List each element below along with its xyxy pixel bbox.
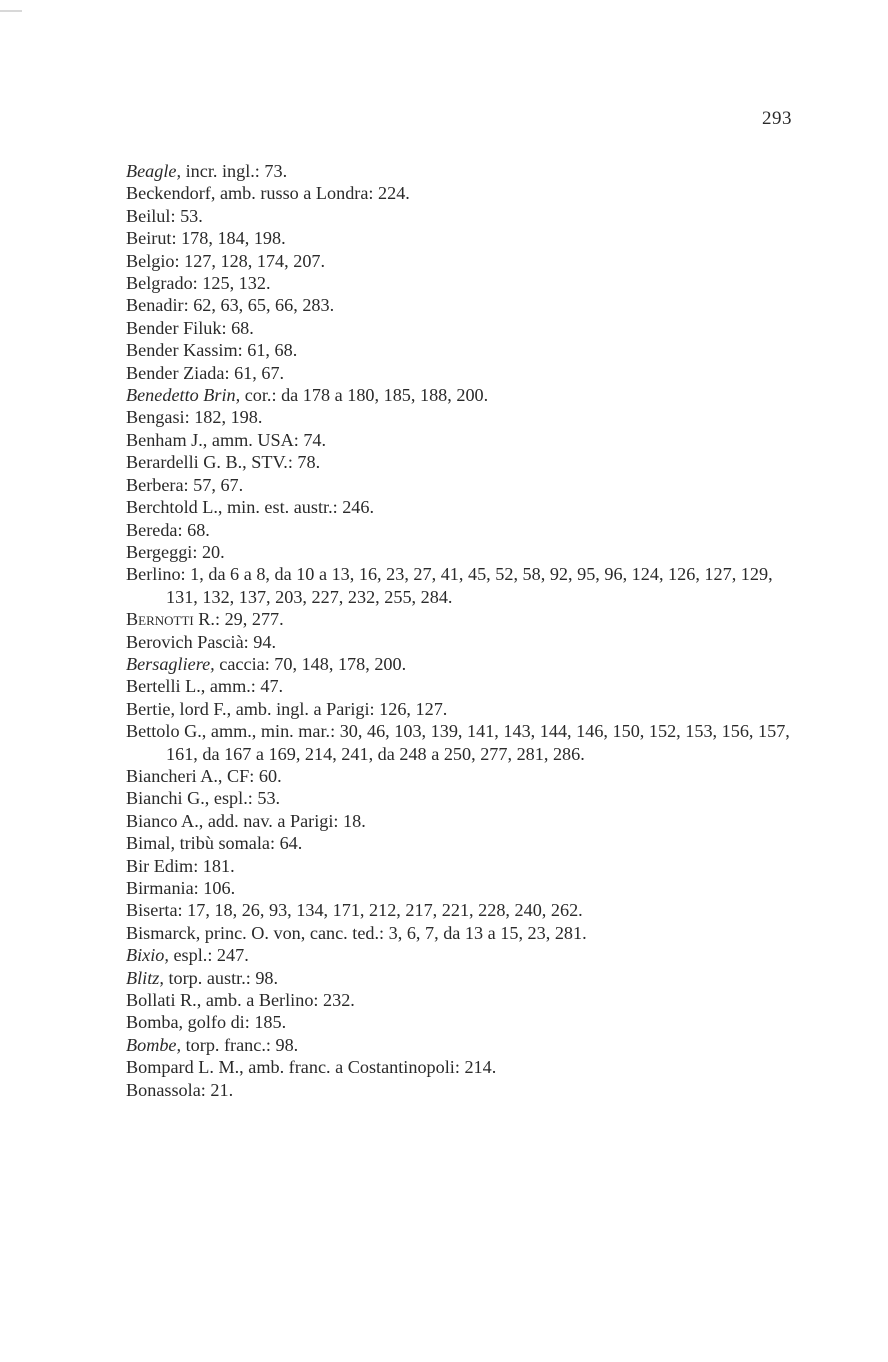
index-entry xyxy=(126,855,806,877)
index-entry xyxy=(126,294,806,316)
index-entry xyxy=(126,944,806,966)
entry-heading: Blitz, xyxy=(126,967,164,988)
entry-heading: Bimal, xyxy=(126,833,176,854)
entry-references: espl.: 53. xyxy=(209,788,281,809)
index-entry xyxy=(126,787,806,809)
index-list xyxy=(126,160,806,1101)
entry-heading: Bixio, xyxy=(126,945,169,966)
index-entry xyxy=(126,1056,806,1078)
entry-references: 1, da 6 a 8, da 10 a 13, 16, 23, 27, 41, 45, 52, 58, 92, 95, 96, 124, 126, 127, 129, 131, 132, 137, 203, 227, 232, 255, 284. xyxy=(166,564,773,607)
index-entry xyxy=(126,182,806,204)
entry-heading: Berbera: xyxy=(126,474,189,495)
entry-references: 29, 277. xyxy=(220,609,284,630)
entry-references: 181. xyxy=(198,855,235,876)
entry-references: 20. xyxy=(197,541,225,562)
entry-references: amm. USA: 74. xyxy=(207,429,327,450)
entry-heading: Bender Ziada: xyxy=(126,362,230,383)
entry-heading: Birmania: xyxy=(126,878,199,898)
entry-references: 61, 67. xyxy=(229,362,285,383)
entry-heading: Bismarck, princ. O. von, xyxy=(126,922,306,943)
entry-references: tribù somala: 64. xyxy=(175,833,303,854)
index-entry xyxy=(126,698,806,720)
entry-heading: Bir Edim: xyxy=(126,855,199,876)
index-entry xyxy=(126,451,806,473)
entry-references: golfo di: 185. xyxy=(183,1012,287,1033)
index-entry xyxy=(126,384,806,406)
entry-references: amb. ingl. a Parigi: 126, 127. xyxy=(231,698,448,719)
index-entry xyxy=(126,810,806,832)
entry-heading: Berovich Pascià: xyxy=(126,631,249,652)
entry-heading: Biserta: xyxy=(126,900,183,921)
entry-references: 68. xyxy=(182,519,210,540)
index-entry xyxy=(126,317,806,339)
entry-references: torp. franc.: 98. xyxy=(181,1034,299,1055)
index-entry xyxy=(126,765,806,787)
entry-heading: Bender Kassim: xyxy=(126,340,243,361)
entry-heading: Bertelli L., xyxy=(126,676,206,697)
entry-references: 68. xyxy=(226,317,254,338)
index-entry xyxy=(126,429,806,451)
entry-references: amb. a Berlino: 232. xyxy=(201,990,355,1011)
entry-references: 178, 184, 198. xyxy=(176,228,286,249)
entry-heading: Bereda: xyxy=(126,519,183,540)
entry-references: 61, 68. xyxy=(242,340,298,361)
entry-references: amm.: 47. xyxy=(205,676,284,697)
entry-references: 106. xyxy=(198,878,236,898)
scan-edge-mark xyxy=(0,10,22,12)
index-entry xyxy=(126,631,806,653)
index-entry xyxy=(126,1034,806,1056)
index-entry xyxy=(126,877,806,899)
entry-heading: Bersagliere, xyxy=(126,653,215,674)
index-entry xyxy=(126,272,806,294)
index-entry xyxy=(126,967,806,989)
index-entry xyxy=(126,474,806,496)
entry-heading: Biancheri A., xyxy=(126,765,223,786)
index-entry xyxy=(126,339,806,361)
index-entry xyxy=(126,563,806,608)
index-entry xyxy=(126,227,806,249)
entry-references: amb. russo a Londra: 224. xyxy=(215,183,410,204)
index-entry xyxy=(126,496,806,518)
entry-heading: Berardelli G. B., xyxy=(126,452,247,473)
index-entry xyxy=(126,922,806,944)
entry-heading: Bergeggi: xyxy=(126,541,198,562)
index-entry xyxy=(126,608,806,630)
entry-references: 21. xyxy=(205,1079,234,1100)
entry-heading: Beilul: xyxy=(126,205,176,226)
index-entry xyxy=(126,675,806,697)
entry-heading: Benedetto Brin, xyxy=(126,385,241,406)
entry-references: add. nav. a Parigi: 18. xyxy=(203,810,366,831)
entry-references: CF: 60. xyxy=(222,765,282,786)
entry-references: amb. franc. a Costantinopoli: 214. xyxy=(243,1057,497,1078)
entry-heading: Benham J., xyxy=(126,429,208,450)
entry-heading: Belgio: xyxy=(126,250,180,271)
entry-references: 125, 132. xyxy=(197,273,271,294)
entry-heading: Berchtold L., xyxy=(126,497,223,518)
index-entry xyxy=(126,989,806,1011)
entry-references: 94. xyxy=(248,631,277,652)
entry-references: espl.: 247. xyxy=(168,945,249,966)
entry-heading: Berlino: xyxy=(126,564,186,585)
entry-heading: Bender Filuk: xyxy=(126,317,227,338)
entry-heading: Bianchi G., xyxy=(126,788,210,809)
entry-heading: Beirut: xyxy=(126,228,177,249)
entry-heading: Bombe, xyxy=(126,1034,182,1055)
index-entry xyxy=(126,720,806,765)
entry-references: incr. ingl.: 73. xyxy=(181,161,288,181)
entry-heading: Belgrado: xyxy=(126,273,198,294)
entry-references: 182, 198. xyxy=(189,407,263,428)
entry-heading: Bianco A., xyxy=(126,810,204,831)
entry-references: STV.: 78. xyxy=(246,452,321,473)
entry-heading: Bompard L. M., xyxy=(126,1057,244,1078)
entry-references: 57, 67. xyxy=(188,474,244,495)
index-entry xyxy=(126,541,806,563)
index-entry xyxy=(126,899,806,921)
index-entry xyxy=(126,1011,806,1033)
entry-references: caccia: 70, 148, 178, 200. xyxy=(214,653,407,674)
entry-heading: Benadir: xyxy=(126,295,189,316)
index-entry xyxy=(126,250,806,272)
entry-heading: Bengasi: xyxy=(126,407,190,428)
entry-references: min. est. austr.: 246. xyxy=(222,497,375,518)
entry-heading: Bettolo G., xyxy=(126,721,207,742)
index-entry xyxy=(126,406,806,428)
entry-heading: Bonassola: xyxy=(126,1079,206,1100)
entry-heading: Beagle, xyxy=(126,161,182,181)
entry-references: torp. austr.: 98. xyxy=(163,967,279,988)
entry-references: canc. ted.: 3, 6, 7, da 13 a 15, 23, 281. xyxy=(305,922,587,943)
entry-heading: Bertie, lord F., xyxy=(126,698,232,719)
entry-references: 62, 63, 65, 66, 283. xyxy=(188,295,335,316)
entry-references: cor.: da 178 a 180, 185, 188, 200. xyxy=(240,385,489,406)
entry-heading: Beckendorf, xyxy=(126,183,216,204)
entry-references: 53. xyxy=(175,205,203,226)
page-number: 293 xyxy=(762,108,792,129)
entry-references: 127, 128, 174, 207. xyxy=(179,250,326,271)
entry-heading: Bernotti R.: xyxy=(126,609,221,630)
index-entry xyxy=(126,1079,806,1101)
index-entry xyxy=(126,653,806,675)
index-entry xyxy=(126,362,806,384)
entry-heading: Bollati R., xyxy=(126,990,202,1011)
index-entry xyxy=(126,832,806,854)
entry-references: amm., min. mar.: 30, 46, 103, 139, 141, 143, 144, 146, 150, 152, 153, 156, 157, 161, da 167 a 169, 214, 241, da 248 a 250, 277, 281, 286. xyxy=(166,721,790,764)
index-entry xyxy=(126,205,806,227)
entry-references: 17, 18, 26, 93, 134, 171, 212, 217, 221, 228, 240, 262. xyxy=(182,900,583,921)
index-entry xyxy=(126,160,806,182)
index-entry xyxy=(126,519,806,541)
entry-heading: Bomba, xyxy=(126,1012,184,1033)
